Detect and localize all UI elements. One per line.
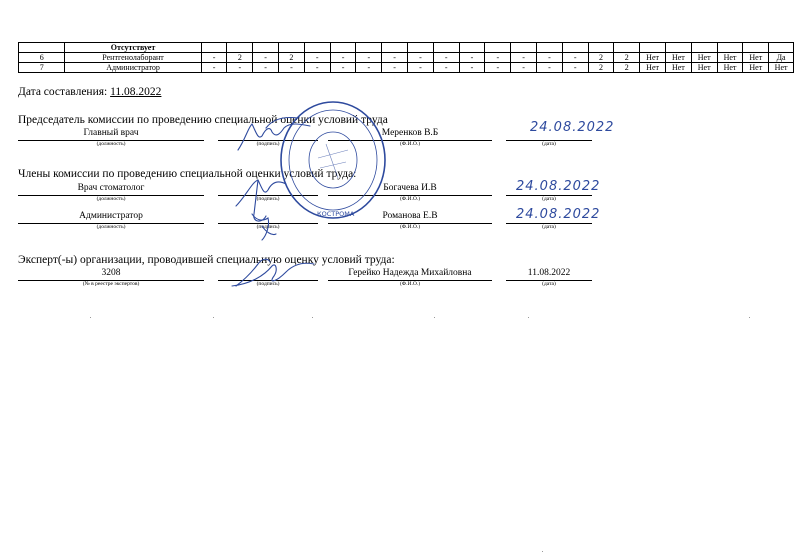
table-cell: - bbox=[330, 53, 356, 63]
scan-speck bbox=[542, 551, 543, 552]
table-cell: Нет bbox=[640, 53, 666, 63]
table-cell: Нет bbox=[717, 53, 743, 63]
caption-date: (дата) bbox=[542, 224, 556, 230]
row-position: Администратор bbox=[65, 63, 201, 73]
caption-position: (должность) bbox=[96, 141, 126, 147]
table-cell: Нет bbox=[665, 53, 691, 63]
table-cell: - bbox=[459, 53, 485, 63]
caption-signature: (подпись) bbox=[256, 224, 280, 230]
round-seal-stamp bbox=[278, 98, 388, 224]
table-cell: - bbox=[485, 63, 511, 73]
table-cell: Нет bbox=[691, 63, 717, 73]
caption-position: (должность) bbox=[96, 224, 126, 230]
expert-registry-number: 3208 bbox=[101, 268, 121, 278]
table-cell: - bbox=[459, 63, 485, 73]
table-cell: - bbox=[356, 63, 382, 73]
chair-position: Главный врач bbox=[83, 128, 139, 138]
table-cell: 2 bbox=[614, 63, 640, 73]
caption-signature: (подпись) bbox=[256, 196, 280, 202]
member-date-handwritten: 24.08.2022 bbox=[516, 179, 601, 194]
scan-speck bbox=[90, 317, 91, 318]
table-cell: - bbox=[537, 63, 563, 73]
table-cell: 2 bbox=[588, 53, 614, 63]
member-position: Администратор bbox=[79, 211, 143, 221]
table-cell: - bbox=[304, 53, 330, 63]
table-header-cell: Отсутствует bbox=[65, 43, 201, 53]
table-cell: - bbox=[304, 63, 330, 73]
member-date-handwritten: 24.08.2022 bbox=[516, 207, 601, 222]
seal-city-text: КОСТРОМА bbox=[317, 210, 355, 218]
table-cell: Нет bbox=[769, 63, 794, 73]
table-cell: Нет bbox=[743, 63, 769, 73]
member-signature-2 bbox=[252, 214, 276, 240]
table-cell: - bbox=[279, 63, 305, 73]
table-cell: - bbox=[408, 53, 434, 63]
caption-signature: (подпись) bbox=[256, 281, 280, 287]
table-cell: - bbox=[433, 63, 459, 73]
table-cell: - bbox=[537, 53, 563, 63]
caption-registry: (№ в реестре экспертов) bbox=[82, 281, 140, 287]
expert-name: Герейко Надежда Михайловна bbox=[348, 268, 472, 278]
table-cell: - bbox=[253, 53, 279, 63]
chair-heading: Председатель комиссии по проведению специальной оценки условий труда bbox=[18, 114, 388, 126]
table-cell: 2 bbox=[614, 53, 640, 63]
table-cell: 2 bbox=[279, 53, 305, 63]
caption-date: (дата) bbox=[542, 196, 556, 202]
scan-speck bbox=[434, 317, 435, 318]
scan-speck bbox=[749, 317, 750, 318]
caption-date: (дата) bbox=[542, 141, 556, 147]
table-cell: Нет bbox=[640, 63, 666, 73]
table-cell: Нет bbox=[665, 63, 691, 73]
row-number: 7 bbox=[19, 63, 65, 73]
caption-signature: (подпись) bbox=[256, 141, 280, 147]
table-cell: 2 bbox=[227, 53, 253, 63]
expert-signature bbox=[232, 259, 314, 286]
table-cell: - bbox=[253, 63, 279, 73]
chair-name: Меренков В.Б bbox=[381, 128, 439, 138]
members-heading: Члены комиссии по проведению специальной оценки условий труда: bbox=[18, 168, 357, 180]
expert-heading: Эксперт(-ы) организации, проводившей специальную оценку условий труда: bbox=[18, 254, 395, 266]
scan-speck bbox=[213, 317, 214, 318]
table-cell: - bbox=[201, 63, 227, 73]
table-cell: - bbox=[382, 53, 408, 63]
expert-date: 11.08.2022 bbox=[527, 268, 571, 278]
table-cell: - bbox=[511, 63, 537, 73]
scan-speck bbox=[312, 317, 313, 318]
table-cell: 2 bbox=[588, 63, 614, 73]
table-cell: - bbox=[382, 63, 408, 73]
table-cell: - bbox=[511, 53, 537, 63]
chair-date-handwritten: 24.08.2022 bbox=[530, 120, 615, 135]
table-cell: - bbox=[485, 53, 511, 63]
row-position: Рентгенолаборант bbox=[65, 53, 201, 63]
compilation-date-value: 11.08.2022 bbox=[110, 86, 162, 98]
caption-fio: (Ф.И.О.) bbox=[399, 196, 421, 202]
member-name: Богачева И.В bbox=[383, 183, 437, 193]
table-cell: - bbox=[562, 63, 588, 73]
scan-speck bbox=[528, 317, 529, 318]
table-cell: Нет bbox=[743, 53, 769, 63]
compilation-date-label: Дата составления: bbox=[18, 86, 108, 98]
table-cell: - bbox=[201, 53, 227, 63]
caption-fio: (Ф.И.О.) bbox=[399, 281, 421, 287]
table-cell: - bbox=[562, 53, 588, 63]
table-cell: - bbox=[433, 53, 459, 63]
caption-position: (должность) bbox=[96, 196, 126, 202]
table-cell: Да bbox=[769, 53, 794, 63]
table-cell: - bbox=[356, 53, 382, 63]
member-name: Романова Е.В bbox=[382, 211, 438, 221]
table-cell: - bbox=[408, 63, 434, 73]
table-cell: - bbox=[227, 63, 253, 73]
caption-fio: (Ф.И.О.) bbox=[399, 141, 421, 147]
caption-fio: (Ф.И.О.) bbox=[399, 224, 421, 230]
table-cell: Нет bbox=[691, 53, 717, 63]
row-number: 6 bbox=[19, 53, 65, 63]
caption-date: (дата) bbox=[542, 281, 556, 287]
table-cell: - bbox=[330, 63, 356, 73]
table-cell: Нет bbox=[717, 63, 743, 73]
member-position: Врач стоматолог bbox=[77, 183, 145, 193]
